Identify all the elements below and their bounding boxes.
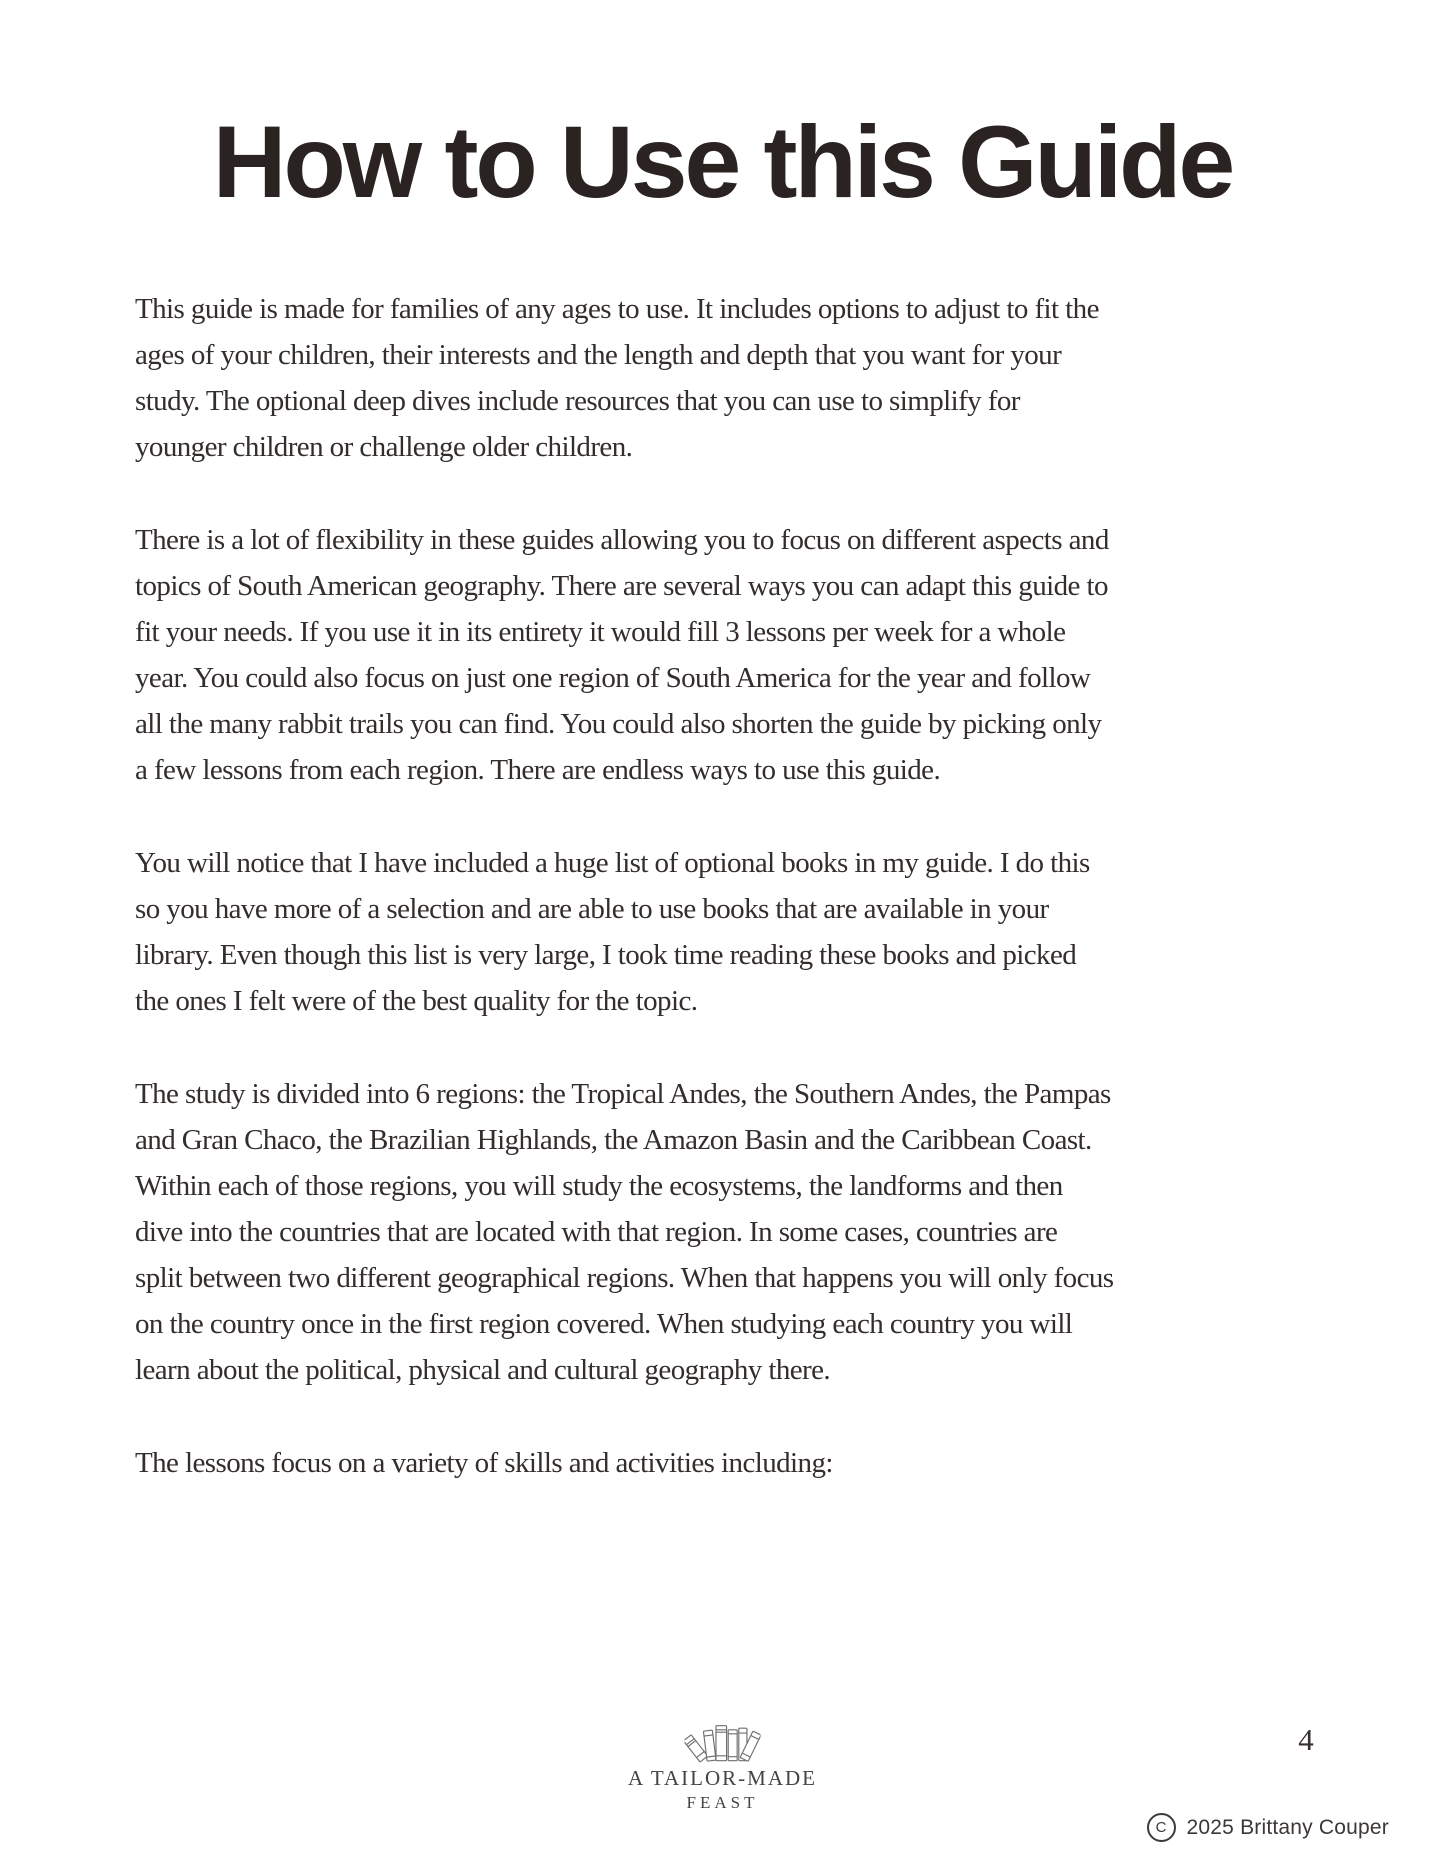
copyright-text: 2025 Brittany Couper (1186, 1815, 1389, 1839)
paragraph-line: topics of South American geography. There are several ways you can adapt this guide to (135, 570, 1108, 602)
books-icon (628, 1720, 817, 1764)
paragraph-line: The study is divided into 6 regions: the Tropical Andes, the Southern Andes, the Pampas (135, 1078, 1111, 1110)
paragraph-line: This guide is made for families of any ages to use. It includes options to adjust to fit the (135, 293, 1099, 325)
body-paragraph (135, 286, 1335, 470)
body-paragraph (135, 1071, 1335, 1393)
body-paragraph (135, 1440, 1335, 1486)
paragraph-line: and Gran Chaco, the Brazilian Highlands, the Amazon Basin and the Caribbean Coast. (135, 1124, 1092, 1156)
paragraph-line: so you have more of a selection and are able to use books that are available in your (135, 893, 1049, 925)
paragraph-line: The lessons focus on a variety of skills and activities including: (135, 1447, 833, 1479)
body-paragraph (135, 840, 1335, 1024)
paragraph-line: ages of your children, their interests and the length and depth that you want for your (135, 339, 1062, 371)
page-title: How to Use this Guide (212, 105, 1233, 219)
paragraph-line: library. Even though this list is very large, I took time reading these books and picked (135, 939, 1077, 971)
body-paragraph (135, 517, 1335, 793)
copyright-icon: C (1147, 1813, 1176, 1842)
paragraph-line: on the country once in the first region covered. When studying each country you will (135, 1308, 1073, 1340)
paragraph-line: younger children or challenge older children. (135, 431, 633, 463)
paragraph-line: There is a lot of flexibility in these guides allowing you to focus on different aspects and (135, 524, 1109, 556)
paragraph-line: Within each of those regions, you will study the ecosystems, the landforms and then (135, 1170, 1063, 1202)
paragraph-line: the ones I felt were of the best quality for the topic. (135, 985, 698, 1017)
footer-logo-subtitle: FEAST (686, 1793, 759, 1812)
paragraph-line: study. The optional deep dives include resources that you can use to simplify for (135, 385, 1020, 417)
body-text (135, 286, 1335, 1533)
copyright-line (1147, 1813, 1389, 1842)
paragraph-line: year. You could also focus on just one region of South America for the year and follow (135, 662, 1091, 694)
paragraph-line: split between two different geographical regions. When that happens you will only focus (135, 1262, 1114, 1294)
paragraph-line: a few lessons from each region. There are endless ways to use this guide. (135, 754, 941, 786)
paragraph-line: You will notice that I have included a huge list of optional books in my guide. I do this (135, 847, 1090, 879)
paragraph-line: learn about the political, physical and cultural geography there. (135, 1354, 831, 1386)
paragraph-line: all the many rabbit trails you can find. You could also shorten the guide by picking only (135, 708, 1102, 740)
paragraph-line: fit your needs. If you use it in its entirety it would fill 3 lessons per week for a whole (135, 616, 1066, 648)
paragraph-line: dive into the countries that are located with that region. In some cases, countries are (135, 1216, 1058, 1248)
page-number: 4 (1298, 1722, 1314, 1757)
footer-logo-name: A TAILOR-MADE (627, 1766, 818, 1790)
footer-logo (628, 1720, 817, 1813)
